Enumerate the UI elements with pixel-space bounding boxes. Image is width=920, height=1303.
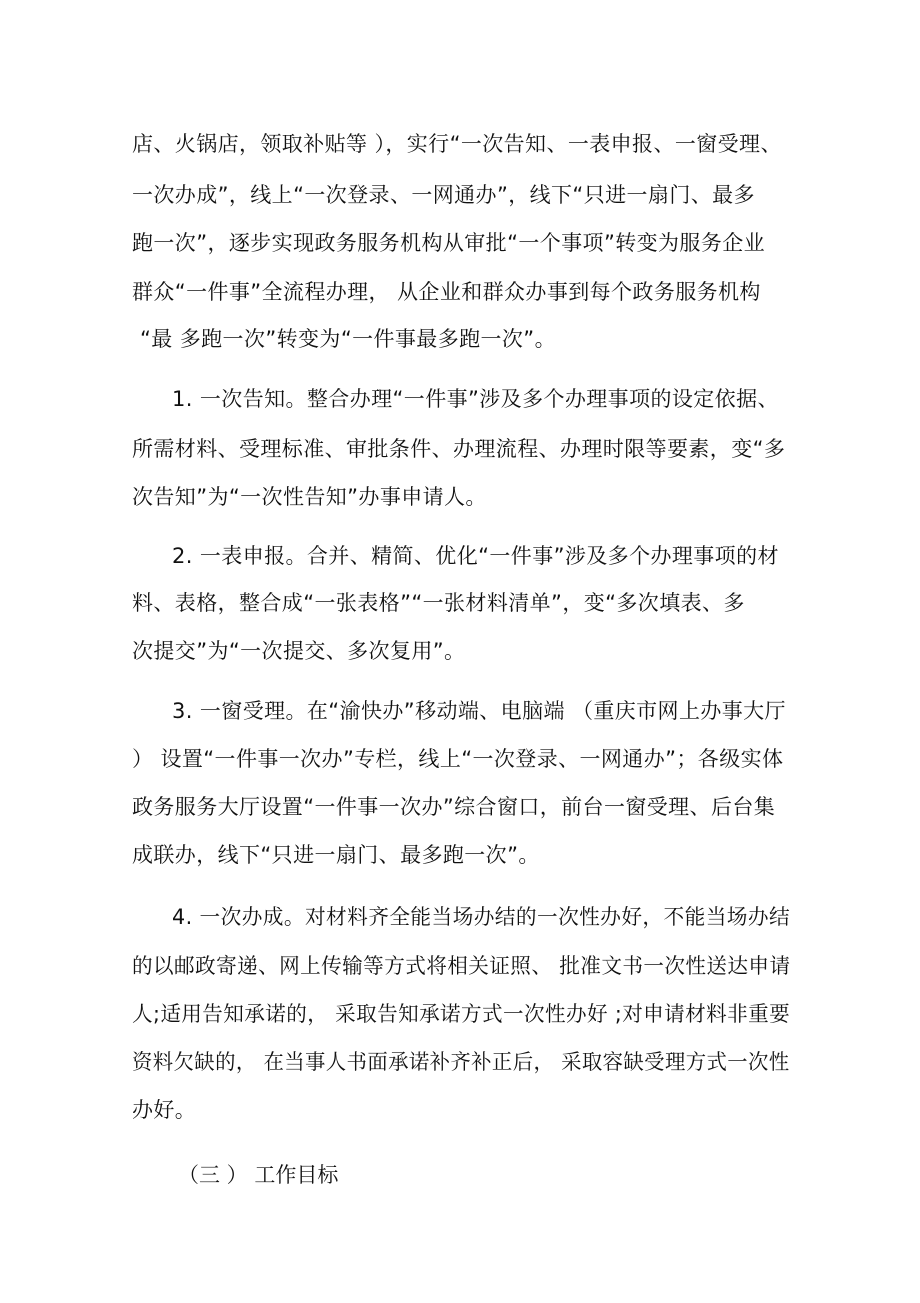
item-line: 政务服务大厅设置“一件事一次办”综合窗口，前台一窗受理、后台集 bbox=[132, 795, 776, 819]
item-line: 料、表格，整合成“一张表格”“一张材料清单”，变“多次填表、多 bbox=[132, 591, 745, 615]
item-line: 所需材料、受理标准、审批条件、办理流程、办理时限等要素，变“多 bbox=[132, 437, 786, 461]
intro-line: 店、火锅店，领取补贴等 ），实行“一次告知、一表申报、一窗受理、 bbox=[132, 132, 782, 156]
item-line: 1. 一次告知。整合办理“一件事”涉及多个办理事项的设定依据、 bbox=[172, 387, 779, 411]
item-line: 次提交”为“一次提交、多次复用”。 bbox=[132, 639, 466, 663]
intro-line: 群众“一件事”全流程办理， 从企业和群众办事到每个政务服务机构 bbox=[132, 280, 761, 304]
intro-line: 一次办成”，线上“一次登录、一网通办”，线下“只进一扇门、最多 bbox=[132, 183, 755, 207]
item-line: 3. 一窗受理。在“渝快办”移动端、电脑端 （重庆市网上办事大厅 bbox=[172, 699, 786, 723]
item-line: 4. 一次办成。对材料齐全能当场办结的一次性办好，不能当场办结 bbox=[172, 905, 791, 929]
section-heading: （三 ） 工作目标 bbox=[178, 1163, 339, 1187]
intro-line: “最 多跑一次”转变为“一件事最多跑一次”。 bbox=[140, 327, 556, 351]
item-line: ） 设置“一件事一次办”专栏，线上“一次登录、一网通办”；各级实体 bbox=[132, 747, 784, 771]
intro-line: 跑一次”，逐步实现政务服务机构从审批“一个事项”转变为服务企业 bbox=[132, 231, 766, 255]
item-line: 的以邮政寄递、网上传输等方式将相关证照、 批准文书一次性送达申请 bbox=[132, 954, 791, 978]
item-line: 成联办，线下“只进一扇门、最多跑一次”。 bbox=[132, 843, 540, 867]
item-line: 人;适用告知承诺的， 采取告知承诺方式一次性办好 ;对申请材料非重要 bbox=[132, 1002, 791, 1026]
item-line: 办好。 bbox=[132, 1098, 197, 1122]
item-line: 资料欠缺的， 在当事人书面承诺补齐补正后， 采取容缺受理方式一次性 bbox=[132, 1050, 790, 1074]
item-line: 2. 一表申报。合并、精简、优化“一件事”涉及多个办理事项的材 bbox=[172, 544, 779, 568]
item-line: 次告知”为“一次性告知”办事申请人。 bbox=[132, 485, 487, 509]
